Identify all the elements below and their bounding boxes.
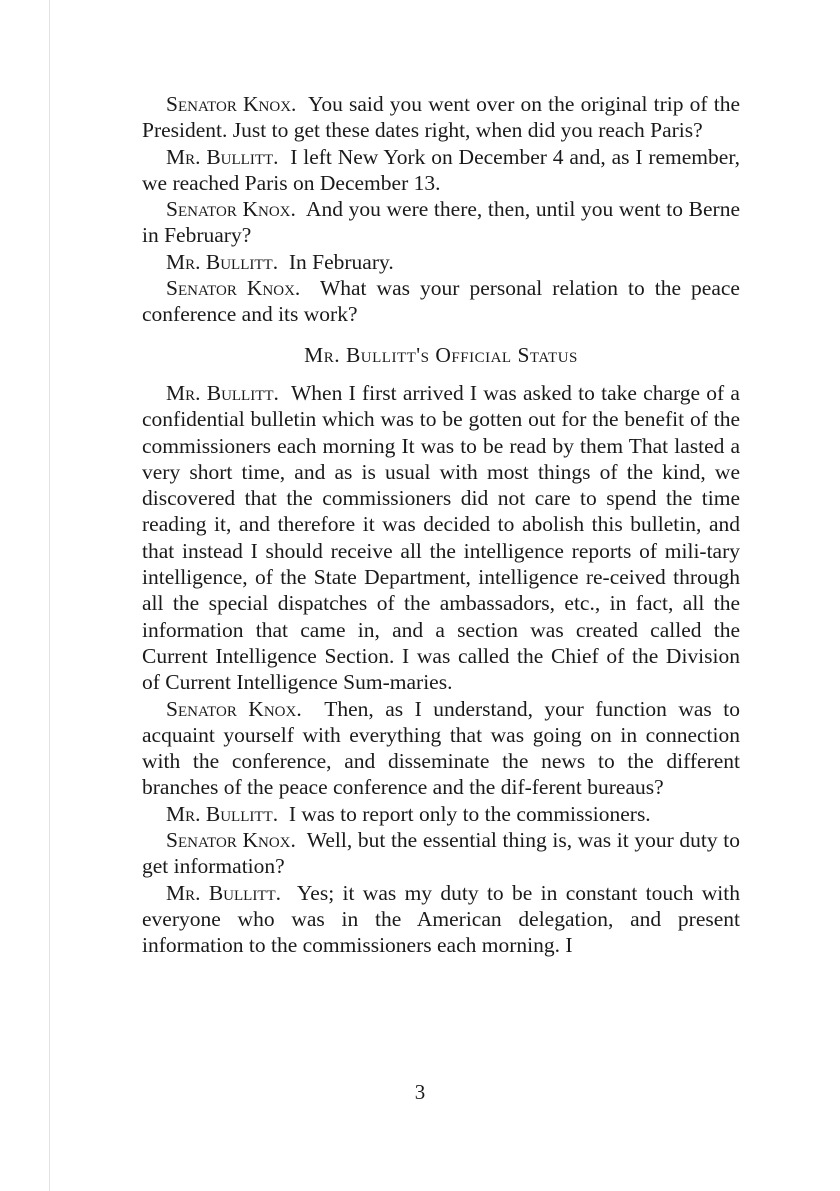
speaker-name: Mr. Bullitt. [166, 801, 279, 826]
section-heading: Mr. Bullitt's Official Status [304, 342, 578, 367]
paragraph [142, 696, 740, 801]
page-number: 3 [414, 1080, 426, 1104]
paragraph-text: I was to report only to the commissioners. [288, 801, 651, 826]
paragraph-text: Well, but the essential thing is, was it your duty to get information? [142, 828, 740, 879]
paragraph-text: When I first arrived I was asked to take charge of a confidential bulletin which was to be gotten out for the benefit of the commissioners each morning It was to be read by them That lasted a very short time, and as is usual with most things of the kind, we discovered that the commissioners did not care to spend the time reading it, and therefore it was decided to abolish this bulletin, and that instead I should receive all the intelligence reports of mili-tary intelligence, of the State Department, intelligence re-ceived through all the special dispatches of the ambassadors, etc., in fact, all the information that came in, and a section was created called the Current Intelligence Section. I was called the Chief of the Division of Current Intelligence Sum-maries. [142, 380, 740, 695]
paragraph-text: You said you went over on the original trip of the President. Just to get these dates right, when did you reach Paris? [142, 92, 740, 143]
speaker-name: Mr. Bullitt. [166, 144, 279, 169]
paragraph-text: In February. [288, 249, 394, 274]
paragraph-text: Then, as I understand, your function was to acquaint yourself with everything that was going on in connection with the conference, and disseminate the news to the different branches of the peace conference and the dif-ferent bureaus? [142, 696, 740, 800]
scan-edge-line [49, 0, 50, 1191]
speaker-name: Mr. Bullitt. [166, 249, 279, 274]
paragraph [142, 144, 740, 197]
body-text [142, 91, 740, 959]
speaker-name: Mr. Bullitt. [166, 880, 282, 905]
paragraph [142, 880, 740, 959]
speaker-name: Senator Knox. [166, 92, 297, 116]
speaker-name: Senator Knox. [166, 696, 302, 721]
paragraph [142, 380, 740, 696]
paragraph-text: I left New York on December 4 and, as I remember, we reached Paris on December 13. [142, 144, 740, 195]
paragraph [142, 275, 740, 328]
speaker-name: Senator Knox. [166, 197, 296, 222]
paragraph [142, 196, 740, 249]
paragraph-text: What was your personal relation to the peace conference and its work? [142, 276, 740, 327]
paragraph-text: And you were there, then, until you went to Berne in February? [142, 197, 740, 248]
speaker-name: Mr. Bullitt. [166, 380, 279, 405]
paragraph [142, 249, 740, 275]
speaker-name: Senator Knox. [166, 828, 296, 853]
paragraph [142, 827, 740, 880]
speaker-name: Senator Knox. [166, 276, 301, 301]
paragraph-text: Yes; it was my duty to be in constant touch with everyone who was in the American delegation, and present information to the commissioners each morning. I [142, 880, 741, 958]
paragraph [142, 91, 740, 144]
paragraph [142, 801, 740, 827]
